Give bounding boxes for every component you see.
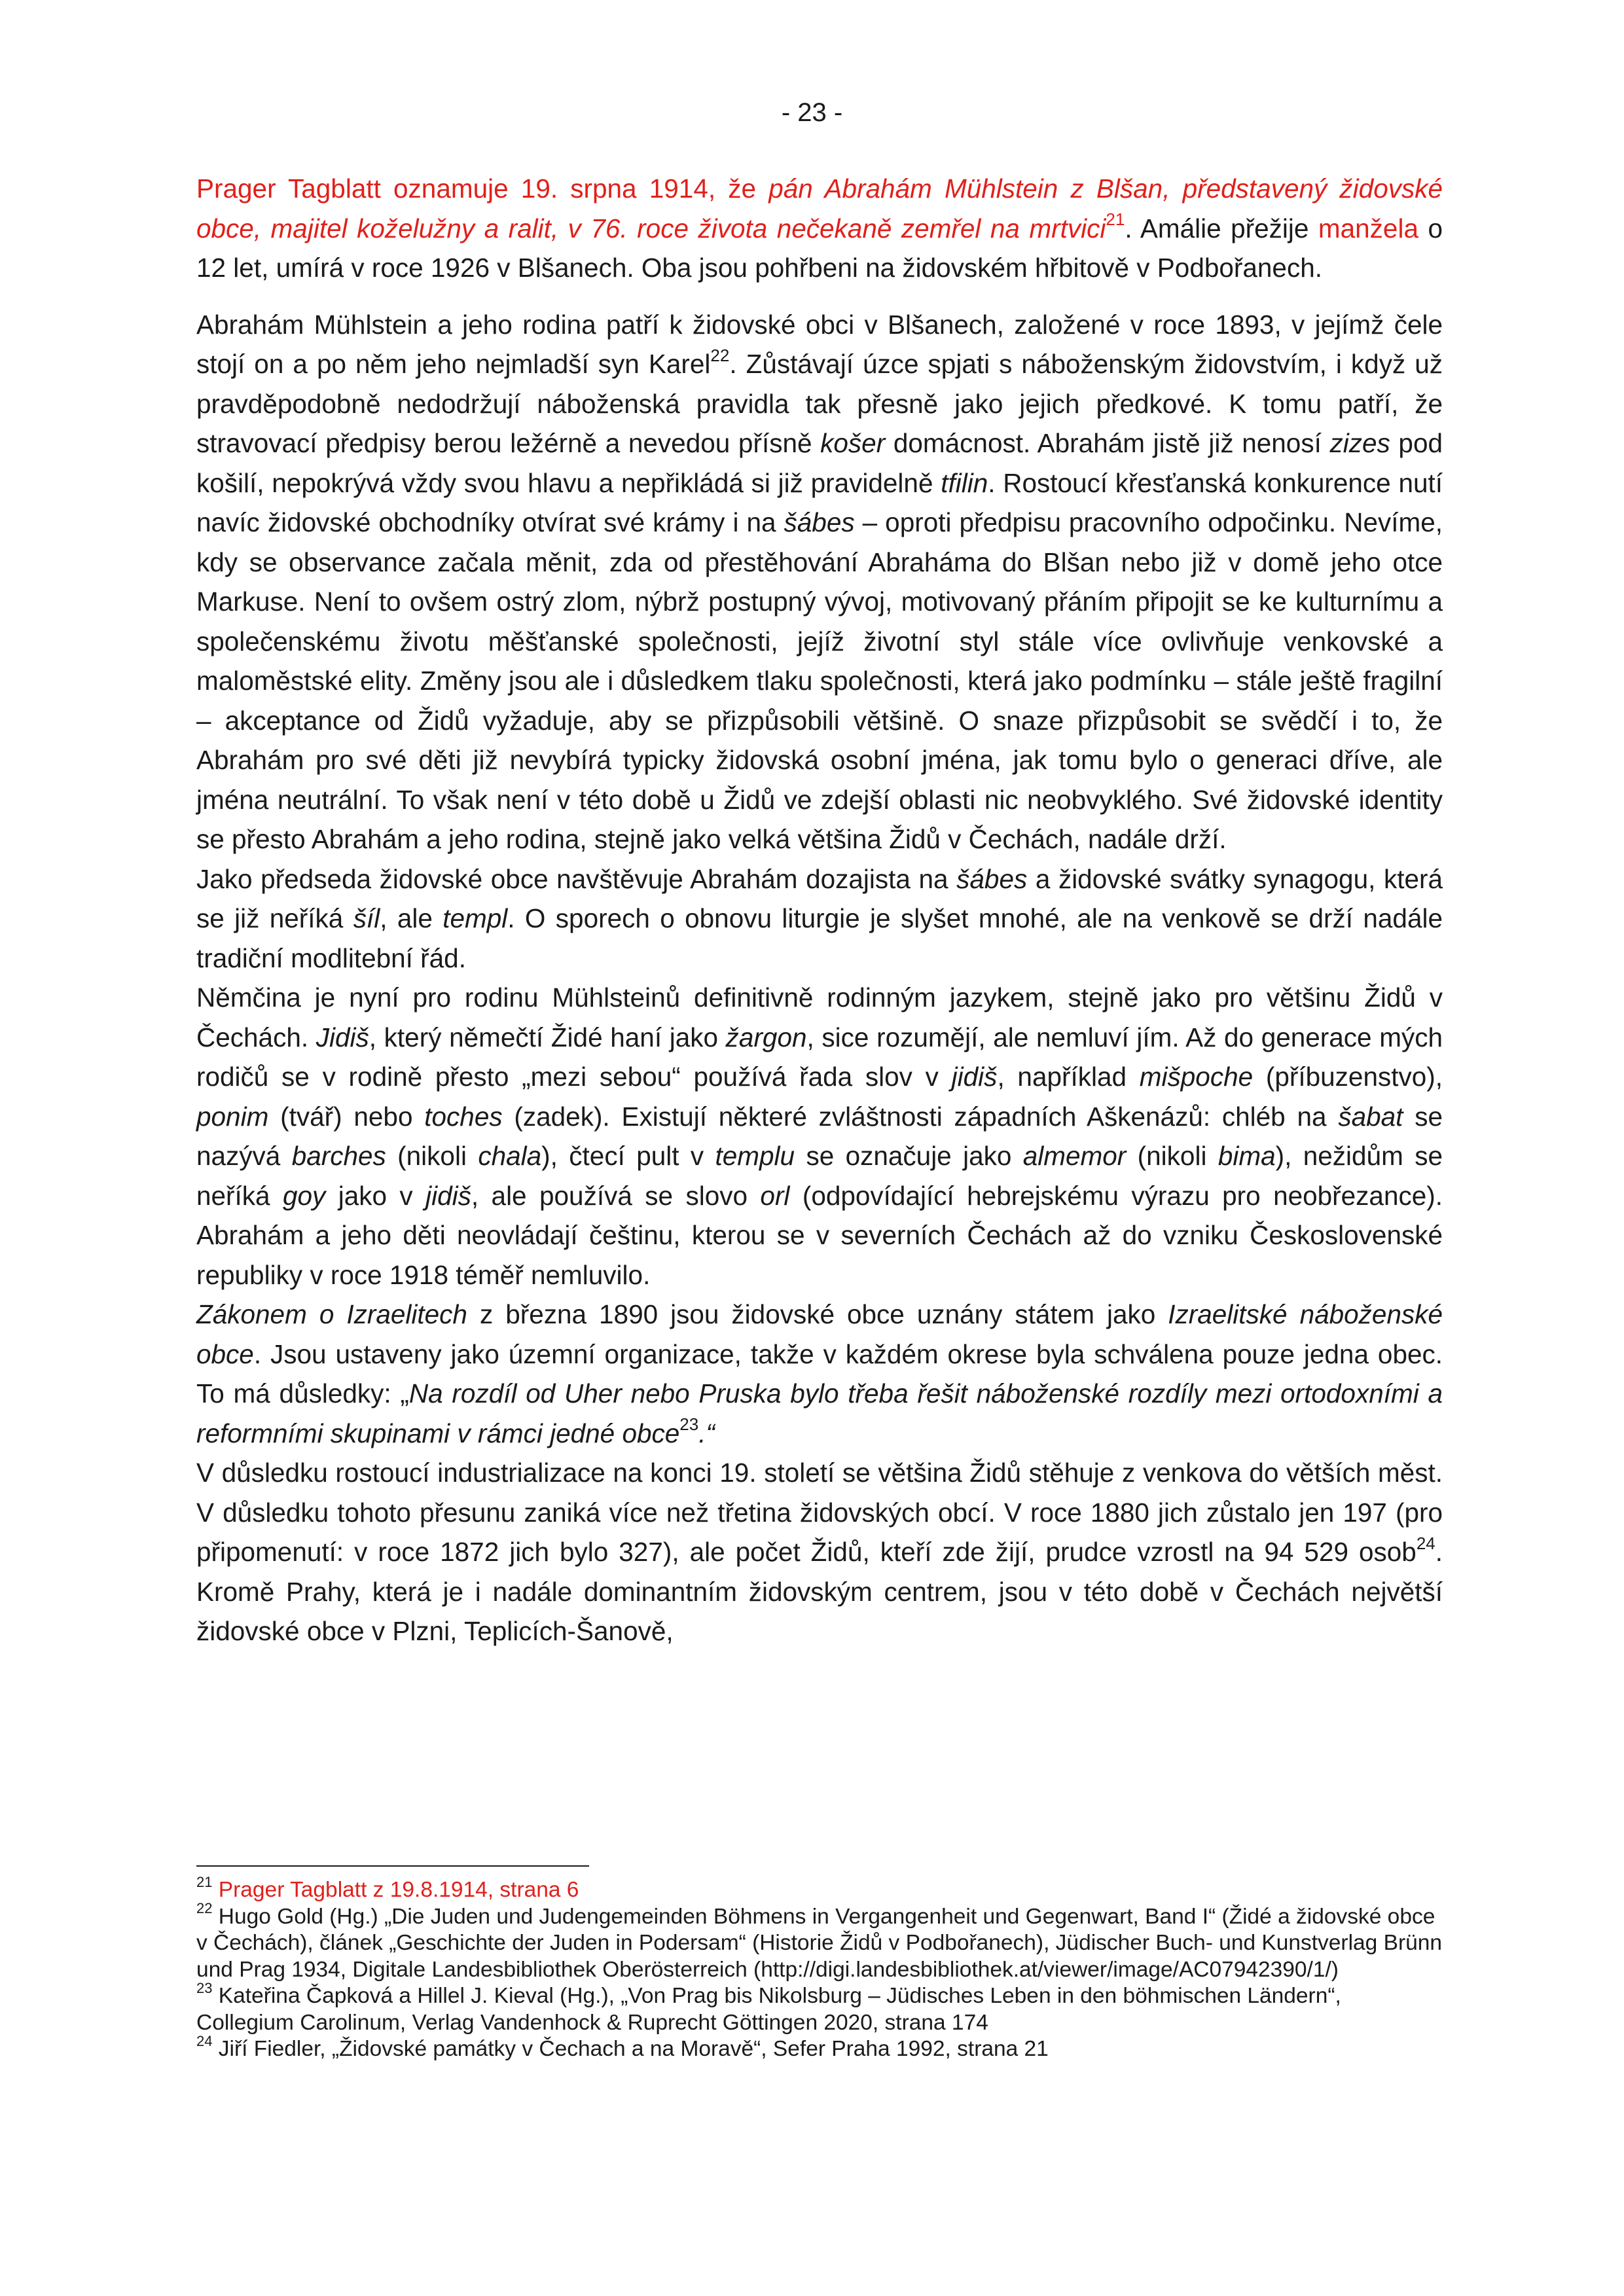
footnote-21: $^{21}$ Prager Tagblatt z 19.8.1914, strana 6 bbox=[196, 1873, 579, 1902]
footnote-ref-23: 23 bbox=[679, 1414, 699, 1434]
citation-text: Prager Tagblatt oznamuje 19. srpna 1914, že bbox=[196, 173, 769, 204]
footnote-ref-24: 24 bbox=[1416, 1533, 1435, 1553]
footnotes bbox=[196, 1873, 1443, 2063]
footnote-24: $^{24}$ Jiří Fiedler, „Židovské památky v Čechach a na Moravě“, Sefer Praha 1992, strana 21 bbox=[196, 2032, 1049, 2061]
footnote-separator bbox=[196, 1865, 589, 1867]
paragraph-1: Prager Tagblatt oznamuje 19. srpna 1914, že pán Abrahám Mühlstein z Blšan, představený židovské obce, majitel koželužny a ralit, v 76. roce života nečekaně zemřel na mrtvici$^{21}$. Amálie přežije manžela o 12 let, umírá v roce 1926 v Blšanech. Oba jsou pohřbeni na židovském hřbitově v Podbořanech. bbox=[196, 173, 1443, 283]
paragraph-2: Abrahám Mühlstein a jeho rodina patří k židovské obci v Blšanech, založené v roce 1893, v jejímž čele stojí on a po něm jeho nejmladší syn Karel$^{22}$. Zůstávají úzce spjati s náboženským židovstvím, i když už pravděpodobně nedodržují náboženská pravidla tak přesně jako jejich předkové. K tomu patří, že stravovací předpisy berou ležérně a nevedou přísně košer domácnost. Abrahám jistě již nenosí zizes pod košilí, nepokrývá vždy svou hlavu a nepřikládá si již pravidelně tfilin. Rostoucí křesťanská konkurence nutí navíc židovské obchodníky otvírat své krámy i na šábes – oproti předpisu pracovního odpočinku. Nevíme, kdy se observance začala měnit, zda od přestěhování Abraháma do Blšan nebo již v domě jeho otce Markuse. Není to ovšem ostrý zlom, nýbrž postupný vývoj, motivovaný přáním připojit se ke kulturnímu a společenskému životu měšťanské společnosti, jejíž životní styl stále více ovlivňuje venkovské a maloměstské elity. Změny jsou ale i důsledkem tlaku společnosti, která jako podmínku – stále ještě fragilní – akceptance od Židů vyžaduje, aby se přizpůsobili většině. O snaze přizpůsobit se svědčí i to, že Abrahám pro své děti již nevybírá typicky židovská osobní jména, jak tomu bylo o generaci dříve, ale jména neutrální. To však není v této době u Židů ve zdejší oblasti nic neobvyklého. Své židovské identity se přesto Abrahám a jeho rodina, stejně jako velká většina Židů v Čechách, nadále drží. bbox=[196, 309, 1443, 854]
paragraph-6: V důsledku rostoucí industrializace na konci 19. století se většina Židů stěhuje z venkova do větších měst. V důsledku tohoto přesunu zaniká více než třetina židovských obcí. V roce 1880 jich zůstalo jen 197 (pro připomenutí: v roce 1872 jich bylo 327), ale počet Židů, kteří zde žijí, prudce vzrostl na 94 529 osob$^{24}$. Kromě Prahy, která je i nadále dominantním židovským centrem, jsou v této době v Čechách největší židovské obce v Plzni, Teplicích-Šanově, bbox=[196, 1458, 1443, 1646]
footnote-ref-21: 21 bbox=[1106, 209, 1125, 229]
paragraph-4: Němčina je nyní pro rodinu Mühlsteinů definitivně rodinným jazykem, stejně jako pro většinu Židů v Čechách. Jidiš, který němečtí Židé haní jako žargon, sice rozumějí, ale nemluví jím. Až do generace mých rodičů se v rodině přesto „mezi sebou“ používá řada slov v jidiš, například mišpoche (příbuzenstvo), ponim (tvář) nebo toches (zadek). Existují některé zvláštnosti západních Aškenázů: chléb na šabat se nazývá barches (nikoli chala), čtecí pult v templu se označuje jako almemor (nikoli bima), nežidům se neříká goy jako v jidiš, ale používá se slovo orl (odpovídající hebrejskému výrazu pro neobřezance). Abrahám a jeho děti neovládají češtinu, kterou se v severních Čechách až do vzniku Československé republiky v roce 1918 téměř nemluvilo. bbox=[196, 982, 1443, 1290]
footnote-ref-22: 22 bbox=[710, 345, 730, 365]
footnote-23: $^{23}$ Kateřina Čapková a Hillel J. Kieval (Hg.), „Von Prag bis Nikolsburg – Jüdisches Leben in den böhmischen Ländern“, Collegium Carolinum, Verlag Vandenhock & Ruprecht Göttingen 2020, strana 174 bbox=[196, 1979, 1341, 2035]
highlighted-word: manžela bbox=[1318, 213, 1418, 243]
paragraph-3: Jako předseda židovské obce navštěvuje Abrahám dozajista na šábes a židovské svátky synagogu, která se již neříká šíl, ale templ. O sporech o obnovu liturgie je slyšet mnohé, ale na venkově se drží nadále tradiční modlitební řád. bbox=[196, 863, 1443, 973]
footnote-22: $^{22}$ Hugo Gold (Hg.) „Die Juden und Judengemeinden Böhmens in Vergangenheit und Gegenwart, Band I“ (Židé a židovské obce v Čechách), článek „Geschichte der Juden in Podersam“ (Historie Židů v Podbořanech), Jüdischer Buch- und Kunstverlag Brünn und Prag 1934, Digitale Landesbibliothek Oberösterreich (http://digi.landesbibliothek.at/viewer/image/AC07942390/1/) bbox=[196, 1900, 1442, 1982]
page-number: - 23 - bbox=[781, 98, 843, 127]
body-text bbox=[196, 169, 1443, 1651]
paragraph-5: Zákonem o Izraelitech z března 1890 jsou židovské obce uznány státem jako Izraelitské náboženské obce. Jsou ustaveny jako územní organizace, takže v každém okrese byla schválena pouze jedna obec. To má důsledky: „Na rozdíl od Uher nebo Pruska bylo třeba řešit náboženské rozdíly mezi ortodoxními a reformními skupinami v rámci jedné obce$^{23}$.“ bbox=[196, 1299, 1443, 1448]
quoted-text: pán Abrahám Mühlstein z Blšan, představený židovské obce, majitel koželužny a ralit, v 76. roce života nečekaně zemřel na mrtvici$^{21}$ bbox=[196, 173, 1443, 243]
